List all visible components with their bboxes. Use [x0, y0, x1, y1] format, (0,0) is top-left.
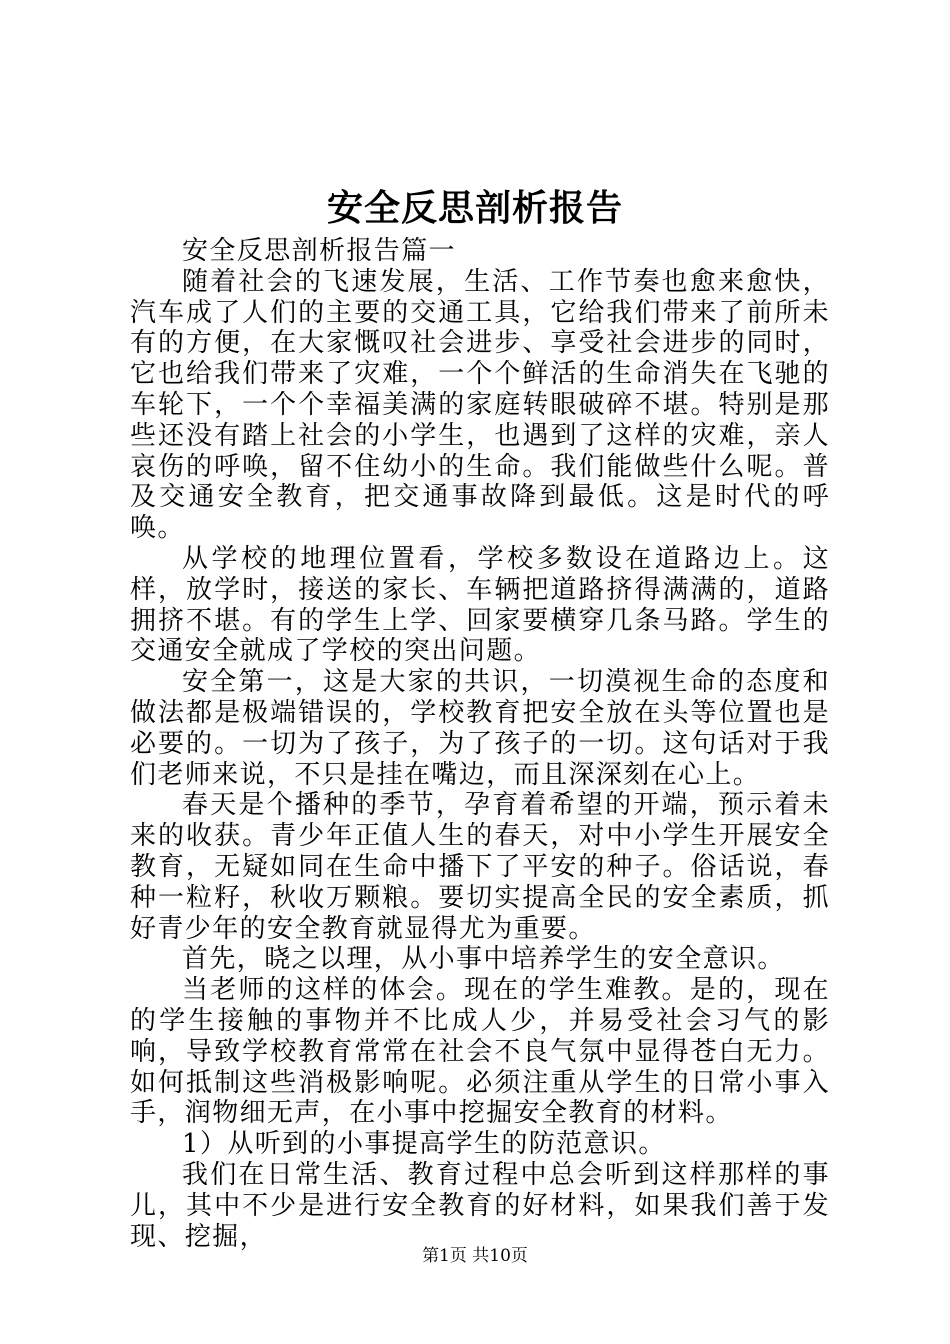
document-title: 安全反思剖析报告 — [326, 187, 623, 229]
paragraph: 我们在日常生活、教育过程中总会听到这样那样的事儿，其中不少是进行安全教育的好材料，如果我们善于发现、挖掘， — [130, 1159, 830, 1252]
document-body — [130, 236, 830, 1252]
paragraph: 首先，晓之以理，从小事中培养学生的安全意识。 — [182, 944, 785, 975]
page-number: 第1页 共10页 — [422, 1246, 528, 1266]
paragraph: 安全第一，这是大家的共识，一切漠视生命的态度和做法都是极端错误的，学校教育把安全放在头等位置也是必要的。一切为了孩子，为了孩子的一切。这句话对于我们老师来说，不只是挂在嘴边，而且深深刻在心上。 — [130, 667, 830, 790]
paragraph: 当老师的这样的体会。现在的学生难教。是的，现在的学生接触的事物并不比成人少，并易受社会习气的影响，导致学校教育常常在社会不良气氛中显得苍白无力。如何抵制这些消极影响呢。必须注重从学生的日常小事入手，润物细无声，在小事中挖掘安全教育的材料。 — [130, 975, 830, 1129]
paragraph: 随着社会的飞速发展，生活、工作节奏也愈来愈快，汽车成了人们的主要的交通工具，它给我们带来了前所未有的方便，在大家慨叹社会进步、享受社会进步的同时，它也给我们带来了灾难，一个个鲜活的生命消失在飞驰的车轮下，一个个幸福美满的家庭转眼破碎不堪。特别是那些还没有踏上社会的小学生，也遇到了这样的灾难，亲人哀伤的呼唤，留不住幼小的生命。我们能做些什么呢。普及交通安全教育，把交通事故降到最低。这是时代的呼唤。 — [130, 266, 830, 544]
paragraph: 春天是个播种的季节，孕育着希望的开端，预示着未来的收获。青少年正值人生的春天，对中小学生开展安全教育，无疑如同在生命中播下了平安的种子。俗话说，春种一粒籽，秋收万颗粮。要切实提高全民的安全素质，抓好青少年的安全教育就显得尤为重要。 — [130, 790, 830, 944]
list-item: 1）从听到的小事提高学生的防范意识。 — [182, 1129, 666, 1160]
paragraph: 从学校的地理位置看，学校多数设在道路边上。这样，放学时，接送的家长、车辆把道路挤得满满的，道路拥挤不堪。有的学生上学、回家要横穿几条马路。学生的交通安全就成了学校的突出问题。 — [130, 543, 830, 667]
section-heading: 安全反思剖析报告篇一 — [182, 236, 457, 266]
